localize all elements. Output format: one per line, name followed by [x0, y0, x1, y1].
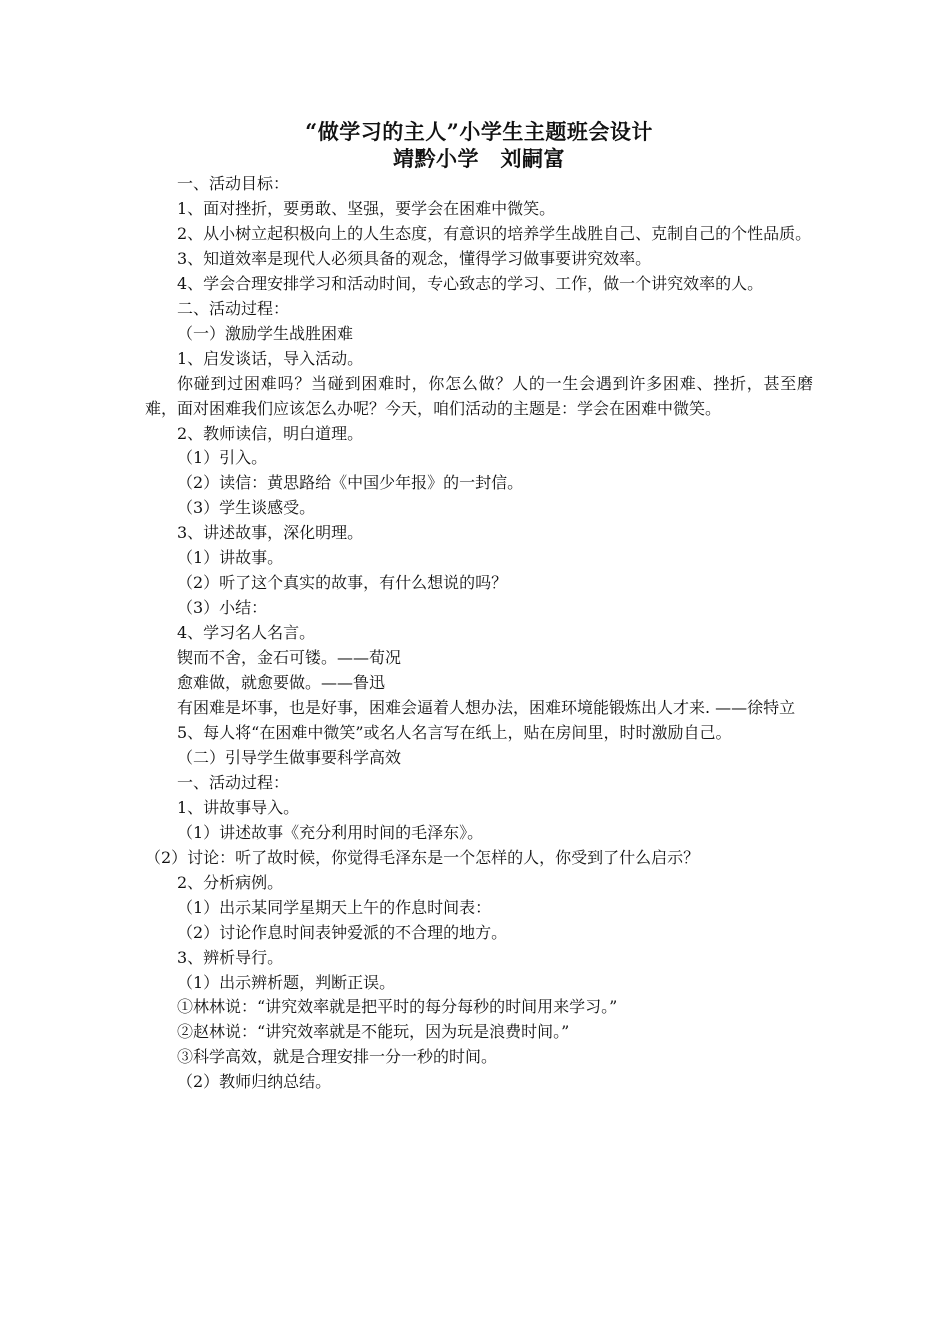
paragraph: 1、面对挫折，要勇敢、坚强，要学会在困难中微笑。: [177, 198, 556, 218]
paragraph: 二、活动过程：: [177, 298, 290, 318]
paragraph: 3、辨析导行。: [177, 947, 284, 967]
paragraph: 4、学会合理安排学习和活动时间，专心致志的学习、工作，做一个讲究效率的人。: [177, 273, 764, 293]
paragraph: 2、分析病例。: [177, 872, 284, 892]
document-body: [145, 118, 813, 1095]
paragraph: （1）引入。: [177, 448, 268, 468]
quote-line: 锲而不舍，金石可镂。——荀况: [177, 648, 402, 668]
quote-line: 愈难做，就愈要做。——鲁迅: [177, 673, 386, 693]
paragraph: （2）听了这个真实的故事，有什么想说的吗？: [177, 573, 508, 593]
paragraph: （二）引导学生做事要科学高效: [177, 747, 402, 767]
paragraph: ③科学高效，就是合理安排一分一秒的时间。: [177, 1047, 498, 1067]
paragraph: 3、知道效率是现代人必须具备的观念，懂得学习做事要讲究效率。: [177, 248, 652, 268]
paragraph: 2、教师读信，明白道理。: [177, 423, 364, 443]
paragraph: （1）讲故事。: [177, 548, 284, 568]
paragraph: 你碰到过困难吗？当碰到困难时，你怎么做？人的一生会遇到许多困难、挫折，甚至磨难，面对困难我们应该怎么办呢？今天，咱们活动的主题是：学会在困难中微笑。: [145, 373, 813, 418]
paragraph: （3）小结：: [177, 598, 268, 618]
quote-line: 有困难是坏事，也是好事，困难会逼着人想办法，困难环境能锻炼出人才来. ——徐特立: [177, 698, 796, 718]
paragraph: 5、每人将“在困难中微笑”或名人名言写在纸上，贴在房间里，时时激励自己。: [177, 722, 732, 742]
paragraph: （2）读信：黄思路给《中国少年报》的一封信。: [177, 473, 524, 493]
paragraph: 2、从小树立起积极向上的人生态度，有意识的培养学生战胜自己、克制自己的个性品质。: [177, 223, 812, 243]
paragraph: 一、活动过程：: [177, 772, 290, 792]
paragraph: （一）激励学生战胜困难: [177, 323, 354, 343]
author-line: 靖黔小学 刘嗣富: [393, 146, 565, 171]
paragraph: 4、学习名人名言。: [177, 623, 316, 643]
document-title: “做学习的主人”小学生主题班会设计: [305, 119, 653, 144]
paragraph: 一、活动目标：: [177, 174, 290, 193]
paragraph: 1、启发谈话，导入活动。: [177, 348, 364, 368]
paragraph: （1）出示辨析题，判断正误。: [177, 972, 396, 992]
paragraph: ②赵林说：“讲究效率就是不能玩，因为玩是浪费时间。”: [177, 1022, 570, 1042]
paragraph: ①林林说：“讲究效率就是把平时的每分每秒的时间用来学习。”: [177, 997, 618, 1017]
paragraph: （1）出示某同学星期天上午的作息时间表：: [177, 897, 492, 917]
paragraph: （2）教师归纳总结。: [177, 1072, 332, 1092]
paragraph: 3、讲述故事，深化明理。: [177, 523, 364, 543]
paragraph: （2）讨论作息时间表钟爱派的不合理的地方。: [177, 922, 508, 942]
paragraph: 1、讲故事导入。: [177, 797, 300, 817]
paragraph: （2）讨论：听了故时候，你觉得毛泽东是一个怎样的人，你受到了什么启示？: [145, 847, 700, 867]
paragraph: （1）讲述故事《充分利用时间的毛泽东》。: [177, 822, 484, 842]
paragraph: （3）学生谈感受。: [177, 498, 316, 518]
